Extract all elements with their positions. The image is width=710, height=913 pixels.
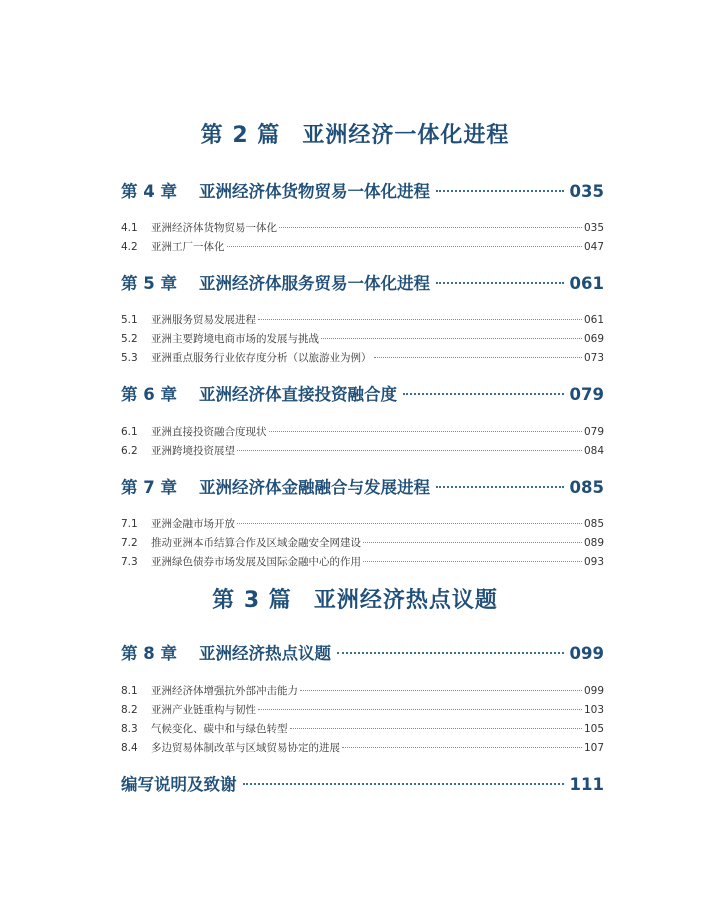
chapter-title: 亚洲经济热点议题	[198, 644, 331, 663]
afterword-entry[interactable]	[121, 771, 604, 795]
section-title: 多边贸易体制改革与区域贸易协定的进展	[151, 742, 340, 754]
dot-leader	[436, 190, 564, 192]
section-title: 亚洲产业链重构与韧性	[151, 704, 256, 716]
dot-leader	[342, 747, 582, 748]
section-title: 亚洲金融市场开放	[151, 518, 235, 530]
section-entry[interactable]	[121, 312, 604, 327]
section-number: 5.1	[121, 314, 138, 326]
dot-leader	[258, 709, 582, 710]
dot-leader	[403, 393, 564, 395]
chapter-page-number: 079	[569, 385, 604, 404]
chapter-entry[interactable]	[121, 270, 604, 294]
section-entry[interactable]	[121, 443, 604, 458]
section-title: 亚洲主要跨境电商市场的发展与挑战	[151, 333, 319, 345]
section-number: 6.1	[121, 426, 138, 438]
section-page-number: 047	[583, 241, 604, 253]
section-number: 8.4	[121, 742, 138, 754]
section-entry[interactable]	[121, 702, 604, 717]
section-number: 7.1	[121, 518, 138, 530]
chapter-number: 第 6 章	[121, 385, 177, 404]
part-title	[0, 118, 710, 149]
section-entry[interactable]	[121, 350, 604, 365]
section-entry[interactable]	[121, 516, 604, 531]
section-page-number: 035	[583, 222, 604, 234]
section-entry[interactable]	[121, 535, 604, 550]
part-number: 第 3 篇	[212, 588, 292, 613]
section-entry[interactable]	[121, 721, 604, 736]
dot-leader	[237, 523, 582, 524]
dot-leader	[243, 783, 564, 785]
section-page-number: 089	[583, 537, 604, 549]
dot-leader	[436, 282, 564, 284]
part-title	[0, 583, 710, 614]
dot-leader	[363, 542, 582, 543]
section-title: 亚洲绿色债券市场发展及国际金融中心的作用	[151, 556, 361, 568]
dot-leader	[258, 319, 582, 320]
dot-leader	[279, 227, 582, 228]
section-page-number: 099	[583, 685, 604, 697]
section-title: 推动亚洲本币结算合作及区域金融安全网建设	[151, 537, 361, 549]
section-page-number: 079	[583, 426, 604, 438]
chapter-number: 第 7 章	[121, 478, 177, 497]
section-page-number: 105	[583, 723, 604, 735]
section-entry[interactable]	[121, 220, 604, 235]
section-title: 亚洲重点服务行业依存度分析（以旅游业为例）	[151, 352, 372, 364]
section-entry[interactable]	[121, 554, 604, 569]
chapter-title: 亚洲经济体服务贸易一体化进程	[198, 274, 430, 293]
section-entry[interactable]	[121, 331, 604, 346]
section-number: 4.2	[121, 241, 138, 253]
chapter-entry[interactable]	[121, 178, 604, 202]
section-number: 4.1	[121, 222, 138, 234]
section-page-number: 084	[583, 445, 604, 457]
chapter-title: 亚洲经济体货物贸易一体化进程	[198, 182, 430, 201]
section-page-number: 061	[583, 314, 604, 326]
chapter-number: 第 8 章	[121, 644, 177, 663]
section-number: 7.3	[121, 556, 138, 568]
section-entry[interactable]	[121, 683, 604, 698]
section-title: 亚洲经济体货物贸易一体化	[151, 222, 277, 234]
section-number: 8.3	[121, 723, 138, 735]
section-number: 5.2	[121, 333, 138, 345]
dot-leader	[321, 338, 582, 339]
part-number: 第 2 篇	[200, 123, 281, 148]
dot-leader	[436, 486, 564, 488]
chapter-page-number: 085	[569, 478, 604, 497]
chapter-entry[interactable]	[121, 474, 604, 498]
section-entry[interactable]	[121, 740, 604, 755]
dot-leader	[227, 246, 582, 247]
section-number: 7.2	[121, 537, 138, 549]
part-title-text: 亚洲经济热点议题	[313, 588, 498, 613]
section-number: 5.3	[121, 352, 138, 364]
section-page-number: 073	[583, 352, 604, 364]
chapter-entry[interactable]	[121, 640, 604, 664]
section-page-number: 093	[583, 556, 604, 568]
chapter-page-number: 061	[569, 274, 604, 293]
chapter-page-number: 099	[569, 644, 604, 663]
section-entry[interactable]	[121, 424, 604, 439]
dot-leader	[290, 728, 582, 729]
section-title: 亚洲跨境投资展望	[151, 445, 235, 457]
afterword-page-number: 111	[569, 775, 604, 794]
section-page-number: 103	[583, 704, 604, 716]
dot-leader	[337, 652, 564, 654]
part-title-text: 亚洲经济一体化进程	[302, 123, 510, 148]
dot-leader	[237, 450, 582, 451]
section-page-number: 107	[583, 742, 604, 754]
dot-leader	[269, 431, 582, 432]
chapter-number: 第 5 章	[121, 274, 177, 293]
section-page-number: 085	[583, 518, 604, 530]
chapter-title: 亚洲经济体直接投资融合度	[198, 385, 397, 404]
section-entry[interactable]	[121, 239, 604, 254]
chapter-title: 亚洲经济体金融融合与发展进程	[198, 478, 430, 497]
section-title: 气候变化、碳中和与绿色转型	[151, 723, 288, 735]
section-number: 8.2	[121, 704, 138, 716]
chapter-entry[interactable]	[121, 381, 604, 405]
section-title: 亚洲工厂一体化	[151, 241, 225, 253]
chapter-number: 第 4 章	[121, 182, 177, 201]
dot-leader	[300, 690, 582, 691]
dot-leader	[374, 357, 582, 358]
section-title: 亚洲经济体增强抗外部冲击能力	[151, 685, 298, 697]
chapter-page-number: 035	[569, 182, 604, 201]
section-title: 亚洲直接投资融合度现状	[151, 426, 267, 438]
dot-leader	[363, 561, 582, 562]
section-number: 6.2	[121, 445, 138, 457]
section-number: 8.1	[121, 685, 138, 697]
section-title: 亚洲服务贸易发展进程	[151, 314, 256, 326]
section-page-number: 069	[583, 333, 604, 345]
afterword-title: 编写说明及致谢	[121, 775, 237, 794]
